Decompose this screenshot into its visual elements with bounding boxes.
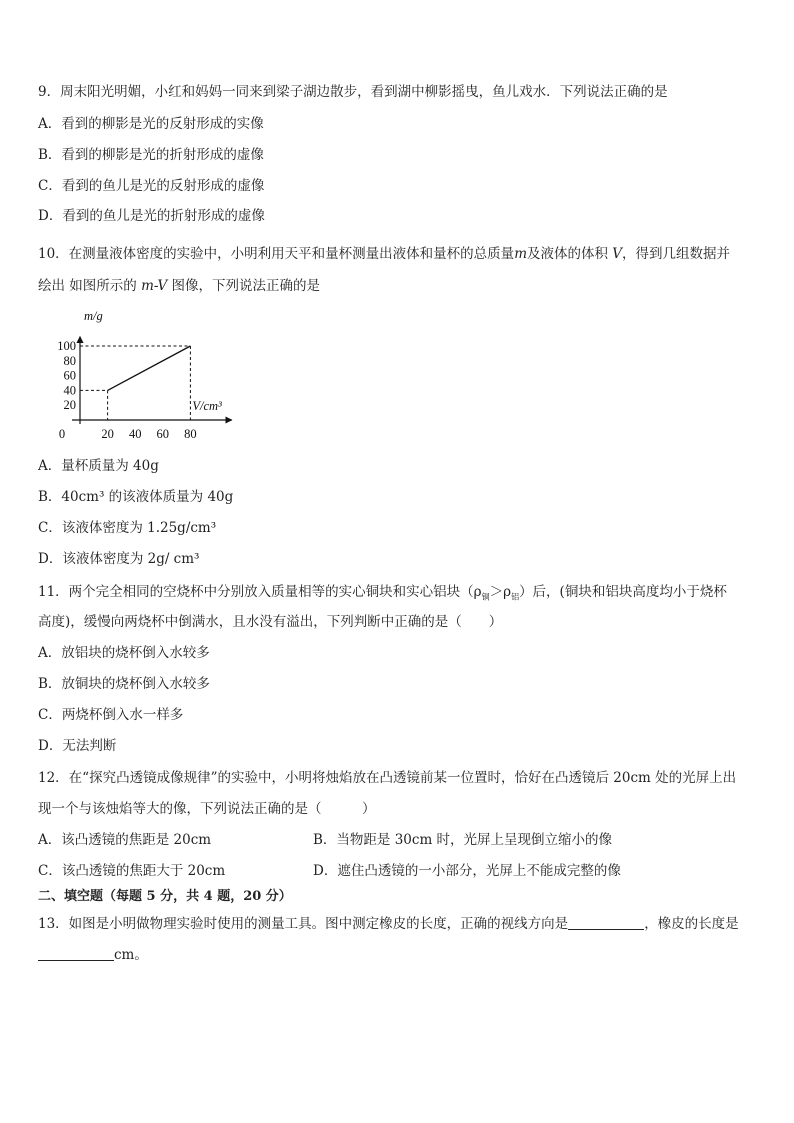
- q10-stem-text: ，得到几组数据并: [622, 246, 731, 262]
- q9-stem: 9．周末阳光明媚，小红和妈妈一同来到梁子湖边散步，看到湖中柳影摇曳，鱼儿戏水．下列说法正确的是: [38, 84, 668, 100]
- x-tick-label: 60: [156, 427, 170, 441]
- q10-var-m: m: [514, 246, 527, 262]
- q10-option-a[interactable]: A．量杯质量为 40g: [38, 458, 159, 474]
- q11-stem-line2: 高度)，缓慢向两烧杯中倒满水，且水没有溢出，下列判断中正确的是（ ）: [38, 614, 503, 630]
- q12-stem-line1: 12．在“探究凸透镜成像规律”的实验中，小明将烛焰放在凸透镜前某一位置时，恰好在凸透镜后 20cm 处的光屏上出: [38, 770, 737, 786]
- mv-graph: [40, 306, 240, 446]
- y-tick-label: 100: [57, 339, 76, 353]
- q11-stem-text: 11．两个完全相同的空烧杯中分别放入质量相等的实心铜块和实心铝块（ρ: [38, 584, 482, 600]
- q11-option-d[interactable]: D．无法判断: [38, 738, 117, 754]
- origin-label: 0: [58, 427, 66, 441]
- q11-rho-copper-sub: 铜: [481, 592, 490, 602]
- q11-option-a[interactable]: A．放铝块的烧杯倒入水较多: [38, 645, 210, 661]
- q9-option-a[interactable]: A．看到的柳影是光的反射形成的实像: [38, 116, 264, 132]
- q9-option-d[interactable]: D．看到的鱼儿是光的折射形成的虚像: [38, 208, 265, 224]
- q12-option-a[interactable]: A．该凸透镜的焦距是 20cm: [38, 832, 212, 848]
- series-line-segment: [108, 346, 191, 390]
- q13-stem-text: 13．如图是小明做物理实验时使用的测量工具。图中测定橡皮的长度，正确的视线方向是: [38, 916, 569, 932]
- q11-stem-line1: [38, 582, 760, 608]
- y-tick-label: 20: [63, 398, 76, 413]
- q10-stem-text: 及液体的体积: [527, 246, 608, 262]
- q13-unit: cm。: [114, 947, 148, 963]
- q11-stem-text: ＞ρ: [489, 584, 512, 600]
- y-tick-label: 60: [63, 368, 76, 383]
- x-tick-label: 80: [184, 427, 197, 441]
- q10-stem-line2: [38, 276, 760, 296]
- q12-option-b[interactable]: B．当物距是 30cm 时，光屏上呈现倒立缩小的像: [313, 832, 613, 848]
- q11-rho-aluminium-sub: 铝: [511, 592, 520, 602]
- q12-option-d[interactable]: D．遮住凸透镜的一小部分，光屏上不能成完整的像: [313, 863, 621, 879]
- q10-option-b[interactable]: B．40cm³ 的该液体质量为 40g: [38, 489, 234, 505]
- q9-option-c[interactable]: C．看到的鱼儿是光的反射形成的虚像: [38, 178, 265, 194]
- q13-stem-line1: [38, 914, 760, 934]
- q13-stem-text: ，橡皮的长度是: [644, 916, 739, 932]
- x-tick-label: 40: [128, 427, 142, 441]
- q10-option-d[interactable]: D．该液体密度为 2g/ cm³: [38, 551, 200, 567]
- x-axis-label: V/cm³: [192, 399, 222, 413]
- q13-blank-sight-direction[interactable]: [568, 915, 644, 930]
- q10-option-c[interactable]: C．该液体密度为 1.25g/cm³: [38, 520, 217, 536]
- q12-stem-line2: 现一个与该烛焰等大的像，下列说法正确的是（ ）: [38, 801, 376, 817]
- q13-stem-line2: [38, 945, 760, 965]
- q10-var-v: V: [612, 246, 623, 262]
- y-tick-label: 80: [63, 353, 76, 368]
- q13-blank-eraser-length[interactable]: [38, 946, 114, 961]
- y-axis-label: m/g: [84, 309, 103, 323]
- y-tick-label: 40: [63, 383, 76, 398]
- q10-stem-text: 绘出 如图所示的: [38, 278, 137, 294]
- x-tick-label: 20: [101, 427, 114, 441]
- q10-stem-text: 图像，下列说法正确的是: [171, 278, 321, 294]
- q10-stem-line1: [38, 244, 760, 264]
- q11-option-b[interactable]: B．放铜块的烧杯倒入水较多: [38, 676, 210, 692]
- q11-option-c[interactable]: C．两烧杯倒入水一样多: [38, 707, 184, 723]
- q10-var-mv: m-V: [141, 278, 168, 294]
- q12-option-c[interactable]: C．该凸透镜的焦距大于 20cm: [38, 863, 226, 879]
- q10-stem-text: 10．在测量液体密度的实验中，小明利用天平和量杯测量出液体和量杯的总质量: [38, 246, 515, 262]
- q11-stem-text: ）后，(铜块和铝块高度均小于烧杯: [519, 584, 727, 600]
- section-heading-fill-in: 二、填空题（每题 5 分，共 4 题，20 分）: [38, 889, 292, 904]
- q9-option-b[interactable]: B．看到的柳影是光的折射形成的虚像: [38, 147, 264, 163]
